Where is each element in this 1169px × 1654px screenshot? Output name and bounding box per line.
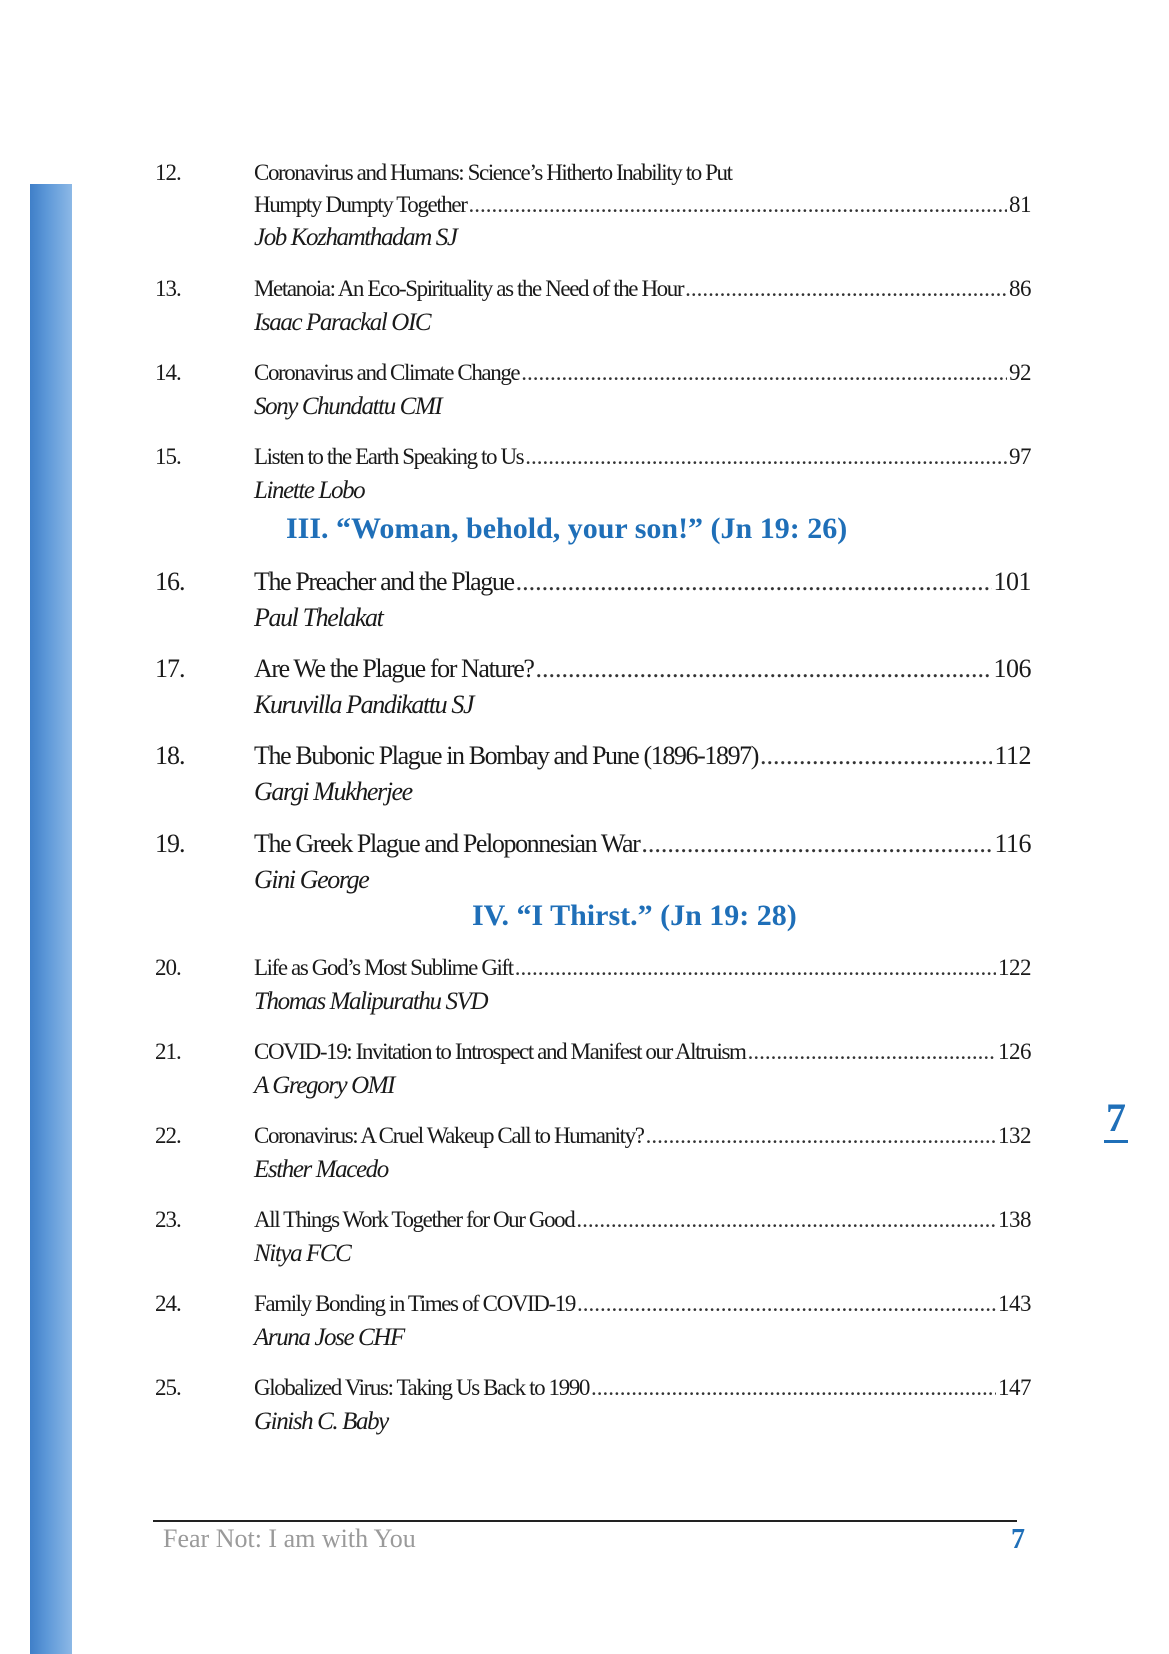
entry-line [254,741,1031,771]
entry-number: 20. [155,955,181,980]
entry-page: 132 [998,1123,1031,1148]
entry-author: Paul Thelakat [254,603,383,632]
entry-number: 13. [155,276,181,301]
entry-author: Linette Lobo [254,477,365,504]
entry-number: 18. [155,741,185,770]
entry-author: Esther Macedo [254,1156,388,1183]
entry-title-line-1: Coronavirus and Humans: Science’s Hitherto Inability to Put [254,160,732,185]
entry-line [254,955,1031,981]
dot-leader [646,1123,996,1149]
entry-number: 22. [155,1123,181,1148]
dot-leader [525,444,1007,470]
entry-number: 12. [155,160,181,185]
dot-leader [748,1039,996,1065]
entry-title: Humpty Dumpty Together [254,192,467,217]
dot-leader [468,192,1007,218]
entry-number: 17. [155,654,185,683]
dot-leader [576,1207,996,1233]
entry-title: The Greek Plague and Peloponnesian War [254,829,640,858]
section-heading-iv: IV. “I Thirst.” (Jn 19: 28) [472,899,797,932]
entry-author: Isaac Parackal OIC [254,309,431,336]
entry-author: Thomas Malipurathu SVD [254,988,488,1015]
entry-title: The Bubonic Plague in Bombay and Pune (1896-1897) [254,741,759,770]
entry-page: 81 [1009,192,1031,217]
entry-number: 25. [155,1375,181,1400]
entry-title: Are We the Plague for Nature? [254,654,534,683]
entry-line [254,276,1031,302]
entry-title: Family Bonding in Times of COVID-19 [254,1291,575,1316]
dot-leader [577,1291,996,1317]
entry-page: 138 [998,1207,1031,1232]
entry-line [254,360,1031,386]
entry-author: Job Kozhamthadam SJ [254,224,457,251]
entry-number: 23. [155,1207,181,1232]
dot-leader [515,955,996,981]
entry-page: 116 [994,829,1031,858]
entry-page: 86 [1009,276,1031,301]
entry-number: 21. [155,1039,181,1064]
entry-title: Metanoia: An Eco-Spirituality as the Need of the Hour [254,276,684,301]
dot-leader [641,829,992,859]
entry-page: 147 [998,1375,1031,1400]
entry-title: Listen to the Earth Speaking to Us [254,444,524,469]
dot-leader [536,654,992,684]
entry-page: 101 [993,567,1031,596]
side-page-number: 7 [1104,1098,1128,1143]
entry-page: 122 [998,955,1031,980]
entry-line [254,444,1031,470]
entry-line [254,192,1031,218]
entry-author: Ginish C. Baby [254,1408,388,1435]
entry-title: Coronavirus and Climate Change [254,360,520,385]
entry-author: Nitya FCC [254,1240,351,1267]
decorative-side-bar [30,184,72,1654]
entry-author: Sony Chundattu CMI [254,393,442,420]
entry-line [254,1291,1031,1317]
entry-title: Coronavirus: A Cruel Wakeup Call to Humanity? [254,1123,644,1148]
entry-line [254,1039,1031,1065]
entry-author: Gini George [254,865,369,894]
section-heading-iii: III. “Woman, behold, your son!” (Jn 19: 26) [286,512,848,545]
entry-page: 97 [1009,444,1031,469]
dot-leader [591,1375,996,1401]
entry-line [254,654,1031,684]
entry-title: Globalized Virus: Taking Us Back to 1990 [254,1375,589,1400]
entry-line [254,829,1031,859]
entry-number: 14. [155,360,181,385]
entry-page: 92 [1009,360,1031,385]
entry-line [254,1375,1031,1401]
dot-leader [516,567,992,597]
entry-page: 112 [994,741,1031,770]
entry-number: 19. [155,829,185,858]
entry-number: 24. [155,1291,181,1316]
entry-number: 15. [155,444,181,469]
entry-page: 126 [998,1039,1031,1064]
entry-author: Aruna Jose CHF [254,1324,404,1351]
entry-line [254,1123,1031,1149]
footer-divider [153,1520,1017,1522]
entry-author: Kuruvilla Pandikattu SJ [254,690,474,719]
entry-line [254,567,1031,597]
entry-page: 106 [993,654,1031,683]
entry-author: A Gregory OMI [254,1072,395,1099]
entry-line [254,1207,1031,1233]
dot-leader [760,741,992,771]
footer-book-title: Fear Not: I am with You [163,1524,416,1553]
entry-number: 16. [155,567,185,596]
entry-title: All Things Work Together for Our Good [254,1207,575,1232]
entry-title: The Preacher and the Plague [254,567,514,596]
dot-leader [685,276,1007,302]
footer-page-number: 7 [1011,1524,1025,1555]
entry-author: Gargi Mukherjee [254,777,412,806]
entry-title: COVID-19: Invitation to Introspect and Manifest our Altruism [254,1039,746,1064]
entry-title: Life as God’s Most Sublime Gift [254,955,513,980]
dot-leader [521,360,1007,386]
entry-page: 143 [998,1291,1031,1316]
